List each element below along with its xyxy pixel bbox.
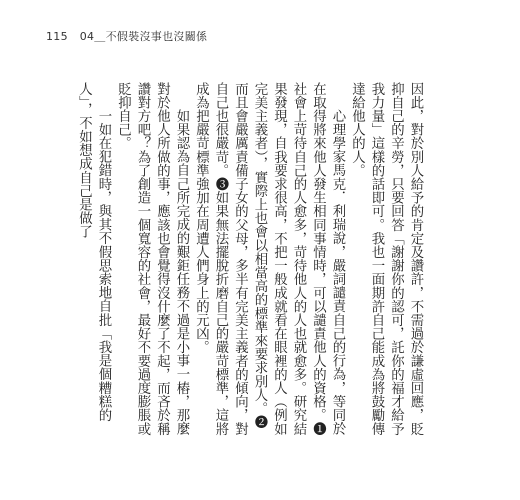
paragraph-4: 一如在犯錯時，與其不假思索地自批「我是個糟糕的人」，不如想成自己是做了 <box>76 82 111 422</box>
paragraph-2: 心理學家馬克．利瑞說，嚴詞譴責自己的行為，等同於在取得將來他人發生相同事情時，可以譴責他人的資格。❶社會上苛待自己的人愈多，苛待他人的人也就愈多。研究結果發現，自我要求很高，不把一般成就看在眼裡的人（例如完美主義者），實際上也會以相當高的標準來要求別人。❷而且會嚴厲責備子女的父母，多半有完美主義者的傾向，對自己也很嚴苛。❸如果無法擺脫折磨自己的嚴苛標準，這將成為把嚴苛標準強加在周遭人們身上的元凶。 <box>193 82 345 436</box>
page-number: 115 <box>46 30 68 43</box>
paragraph-3: 如果認為自己所完成的艱鉅任務不過是小事一樁，那麼對於他人所做的事，應該也會覺得沒什麼了不起，而吝於稱讚對方吧？為了創造一個寬容的社會，最好不要過度膨脹或貶抑自己。 <box>115 82 189 436</box>
vertical-text-body <box>76 82 425 442</box>
chapter-title: 04＿不假裝沒事也沒關係 <box>79 30 208 43</box>
running-header <box>46 28 207 44</box>
paragraph-1: 因此，對於別人給予的肯定及讚許，不需過於謙虛回應，貶抑自己的辛勞，只要回答「謝謝你的認可，託你的福才給予我力量」這樣的話即可。我也一面期許自己能成為將鼓勵傳達給他人的人。 <box>349 82 423 436</box>
